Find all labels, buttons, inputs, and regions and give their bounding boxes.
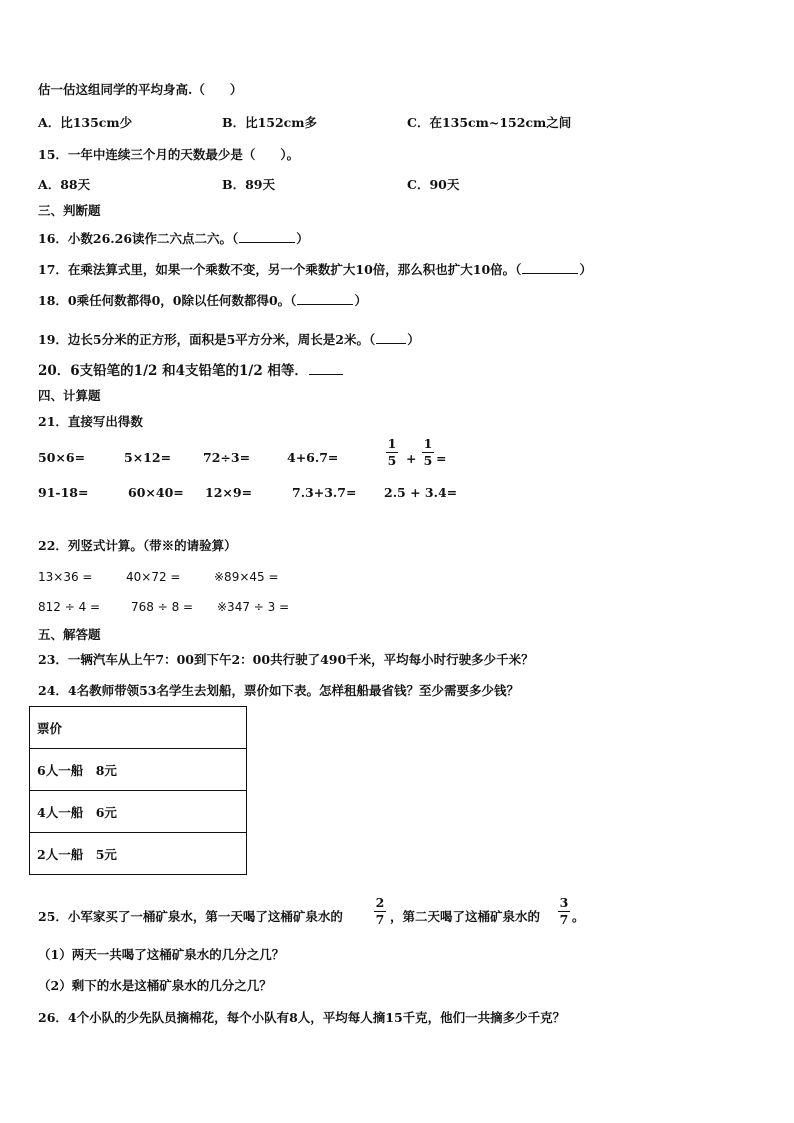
q21-fraction-1: [386, 437, 398, 468]
q18: [38, 293, 367, 308]
fraction-numerator: 2: [375, 895, 385, 910]
table-row: [30, 749, 247, 791]
q15-option-c[interactable]: C．90天: [407, 177, 460, 192]
q20: [38, 363, 344, 379]
q21-item: 50×6=: [38, 450, 86, 465]
fraction-denominator: 7: [559, 912, 569, 927]
q16-text: 16．小数26.26读作二六点二六。（: [38, 231, 239, 246]
table-row: [30, 833, 247, 875]
q21-fraction-2: [422, 437, 434, 468]
section-heading-judge: 三、判断题: [38, 203, 101, 218]
q22-item: 768 ÷ 8 =: [131, 600, 194, 614]
q20-text: 20．6支铅笔的1/2 和4支铅笔的1/2 相等．: [38, 363, 308, 379]
q25-part1: 25．小军家买了一桶矿泉水，第一天喝了这桶矿泉水的: [38, 909, 343, 924]
q22-item: 812 ÷ 4 =: [38, 600, 101, 614]
q21-item: 91-18=: [38, 485, 89, 500]
q14-option-a[interactable]: A．比135cm少: [38, 115, 133, 130]
q25-part2: ，第二天喝了这桶矿泉水的: [390, 909, 541, 924]
q25-part3: 。: [572, 909, 585, 924]
q21-item: 72÷3=: [203, 450, 251, 465]
q21-item: 4+6.7=: [287, 450, 339, 465]
q23: 23．一辆汽车从上午7：00到下午2：00共行驶了490千米，平均每小时行驶多少千米？: [38, 652, 534, 667]
price-table: [29, 706, 247, 875]
q18-close: ）: [354, 293, 367, 308]
q19-text: 19．边长5分米的正方形，面积是5平方分米，周长是2米。（: [38, 332, 376, 347]
q21-equals: =: [436, 451, 447, 466]
q16-close: ）: [296, 231, 309, 246]
q22-title: 22．列竖式计算。（带※的请验算）: [38, 538, 237, 553]
q14-stem: 估一估这组同学的平均身高.（ ）: [38, 82, 243, 97]
fraction-denominator: 5: [387, 453, 397, 468]
price-table-cell: 4人一船 6元: [30, 791, 247, 833]
q16-answer-blank[interactable]: [239, 231, 295, 243]
q19-close: ）: [407, 332, 420, 347]
price-table-cell: 2人一船 5元: [30, 833, 247, 875]
q15-option-a[interactable]: A．88天: [38, 177, 91, 192]
q19-answer-blank[interactable]: [376, 332, 406, 344]
q25-sub1: （1）两天一共喝了这桶矿泉水的几分之几？: [38, 947, 285, 962]
q15-option-b[interactable]: B．89天: [222, 177, 275, 192]
q21-item: 12×9=: [205, 485, 253, 500]
q21-item: 60×40=: [128, 485, 184, 500]
price-table-header: 票价: [30, 707, 247, 749]
fraction-denominator: 7: [375, 912, 385, 927]
q16: [38, 231, 309, 246]
q25-fraction-2: [558, 896, 570, 927]
q18-text: 18．0乘任何数都得0，0除以任何数都得0。（: [38, 293, 297, 308]
q17: [38, 262, 592, 277]
q22-item: ※89×45 =: [214, 570, 279, 584]
fraction-numerator: 1: [387, 436, 397, 451]
q17-text: 17．在乘法算式里，如果一个乘数不变，另一个乘数扩大10倍，那么积也扩大10倍。（: [38, 262, 522, 277]
q26: 26．4个小队的少先队员摘棉花，每个小队有8人，平均每人摘15千克，他们一共摘多少千克？: [38, 1010, 566, 1025]
q18-answer-blank[interactable]: [297, 293, 353, 305]
q21-item: 2.5 + 3.4=: [384, 485, 458, 500]
q17-close: ）: [579, 262, 592, 277]
fraction-numerator: 3: [559, 895, 569, 910]
q14-option-b[interactable]: B．比152cm多: [222, 115, 317, 130]
q24: 24．4名教师带领53名学生去划船，票价如下表。怎样租船最省钱？至少需要多少钱？: [38, 683, 519, 698]
q20-answer-blank[interactable]: [309, 363, 343, 375]
q17-answer-blank[interactable]: [522, 262, 578, 274]
q21-item: 5×12=: [124, 450, 172, 465]
fraction-denominator: 5: [423, 453, 433, 468]
fraction-numerator: 1: [423, 436, 433, 451]
section-heading-solve: 五、解答题: [38, 627, 101, 642]
q21-item: 7.3+3.7=: [292, 485, 357, 500]
table-row: [30, 707, 247, 749]
q21-title: 21．直接写出得数: [38, 414, 143, 429]
q25-sub2: （2）剩下的水是这桶矿泉水的几分之几？: [38, 978, 272, 993]
table-row: [30, 791, 247, 833]
price-table-cell: 6人一船 8元: [30, 749, 247, 791]
q22-item: ※347 ÷ 3 =: [217, 600, 290, 614]
q19: [38, 332, 420, 347]
q14-option-c[interactable]: C．在135cm~152cm之间: [407, 115, 572, 130]
q15-stem: 15．一年中连续三个月的天数最少是（ ）。: [38, 147, 300, 162]
q22-item: 40×72 =: [126, 570, 181, 584]
section-heading-calc: 四、计算题: [38, 388, 101, 403]
q25-fraction-1: [374, 896, 386, 927]
q21-plus: +: [406, 451, 417, 466]
q22-item: 13×36 =: [38, 570, 93, 584]
